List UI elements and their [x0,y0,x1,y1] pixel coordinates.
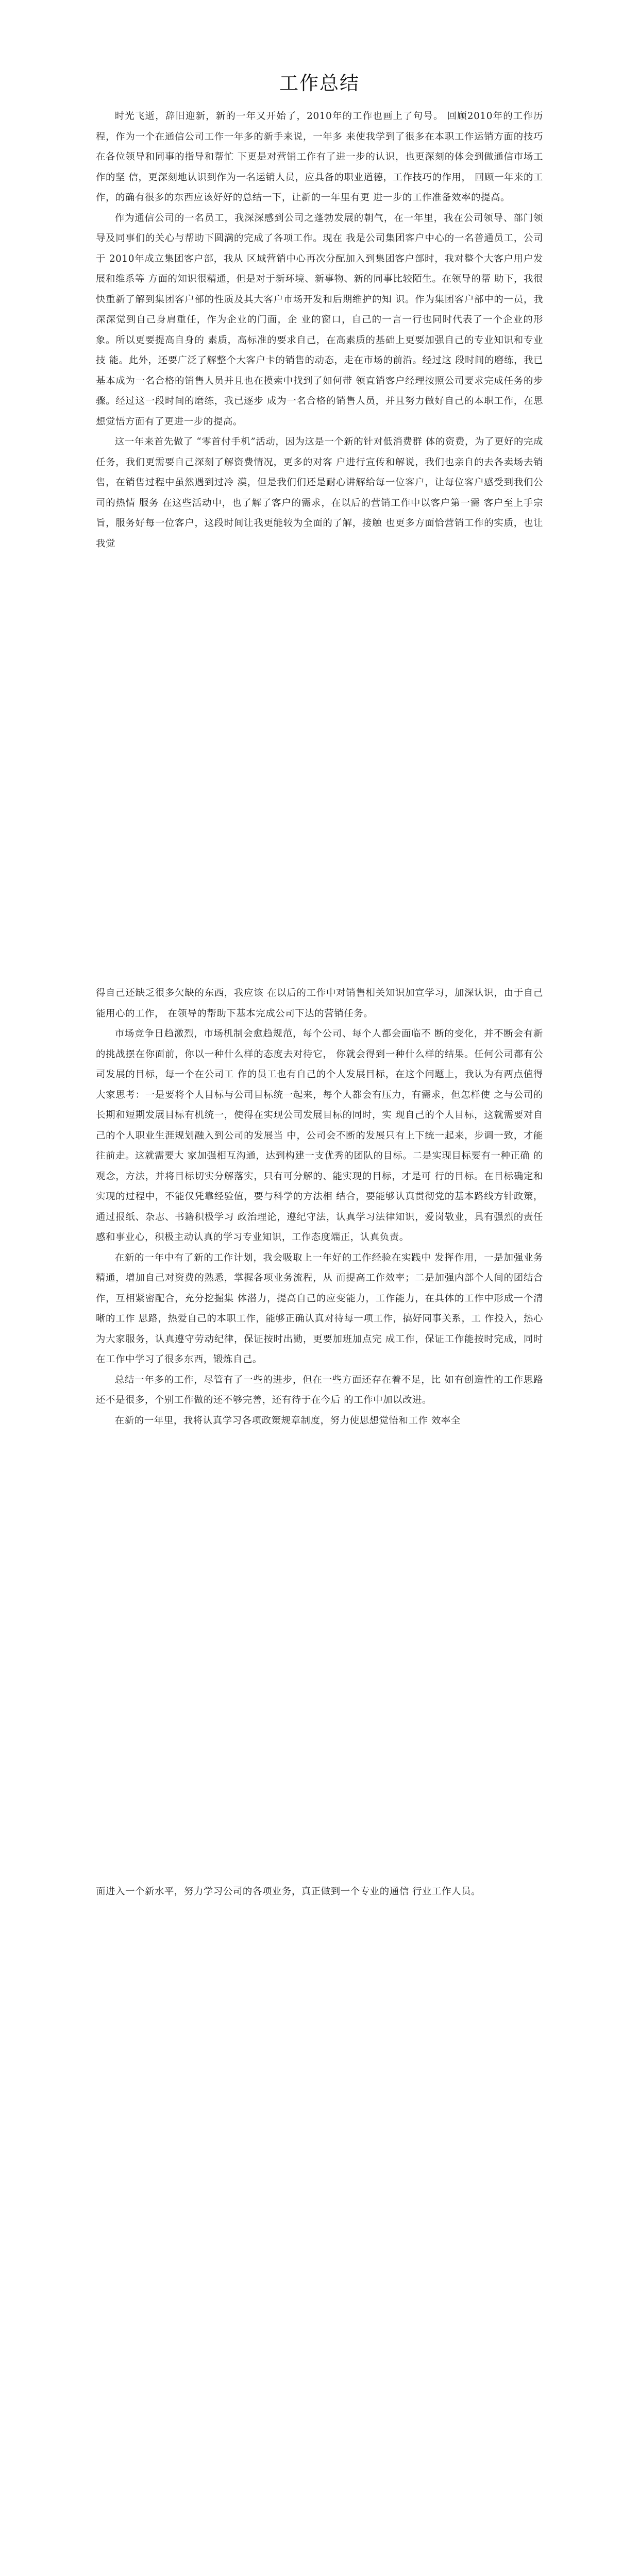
paragraph-outlook: 在新的一年里，我将认真学习各项政策规章制度，努力使思想觉悟和工作 效率全 [114,1415,461,1426]
paragraph-plan: 在新的一年中有了新的工作计划，我会吸取上一年好的工作经验在实践中 发挥作用，一是加强业务精通，增加自己对资费的熟悉，掌握各项业务流程，从 而提高工作效率；二是加强内部个人间的团结合作，互相紧密配合，充分挖掘集 体潜力，提高自己的应变能力，工作能力，在具体的工作中形成一个清晰的工作 思路，热爱自己的本职工作，能够正确认真对待每一项工作，搞好同事关系，工 作投入，热心为大家服务，认真遵守劳动纪律，保证按时出勤，更要加班加点完 成工作，保证工作能按时完成，同时在工作中学习了很多东西，锻炼自己。 [96,1252,543,1365]
paragraph-summary: 总结一年多的工作，尽管有了一些的进步，但在一些方面还存在着不足，比 如有创造性的工作思路还不是很多，个别工作做的还不够完善，还有待于在今后 的工作中加以改进。 [96,1374,543,1405]
paragraph-activity-continued: 得自己还缺乏很多欠缺的东西，我应该 在以后的工作中对销售相关知识加宣学习，加深认识，由于自己能用心的工作， 在领导的帮助下基本完成公司下达的营销任务。 [96,988,543,1019]
paragraph-competition: 市场竞争日趋激烈，市场机制会愈趋规范，每个公司、每个人都会面临不 断的变化，并不断会有新的挑战摆在你面前，你以一种什么样的态度去对待它， 你就会得到一种什么样的结果。任何公司都有公司发展的目标，每一个在公司工 作的员工也有自己的个人发展目标，在这个问题上，我认为有两点值得大家思考：一是要将个人目标与公司目标统一起来，每个人都会有压力，有需求，但怎样使 之与公司的长期和短期发展目标有机统一，使得在实现公司发展目标的同时，实 现自己的个人目标，这就需要对自己的个人职业生涯规划融入到公司的发展当 中，公司会不断的发展只有上下统一起来，步调一致，才能往前走。这就需要大 家加强相互沟通，达到构建一支优秀的团队的目标。二是实现目标要有一种正确 的观念，方法，并将目标切实分解落实，只有可分解的、能实现的目标，才是可 行的目标。在目标确定和实现的过程中，不能仅凭靠经验值，要与科学的方法相 结合，要能够认真贯彻党的基本路线方针政策，通过报纸、杂志、书籍积极学习 政治理论，遵纪守法，认真学习法律知识，爱岗敬业，具有强烈的责任感和事业心，积极主动认真的学习专业知识，工作态度端正，认真负责。 [96,1028,543,1243]
paragraph-activity: 这一年来首先做了 “零首付手机”活动，因为这是一个新的针对低消费群 体的资费，为了更好的完成任务，我们更需要自己深刻了解资费情况，更多的对客 户进行宣传和解说，我们也亲自的去各卖场去销售，在销售过程中虽然遇到过冷 漠，但是我们们还是耐心讲解给每一位客户，让每位客户感受到我们公司的热情 服务 在这些活动中，也了解了客户的需求，在以后的营销工作中以客户第一需 客户至上手宗旨，服务好每一位客户，这段时间让我更能较为全面的了解，接触 也更多方面恰营销工作的实质，也让我觉 [96,436,543,549]
text-block-page-2 [96,983,543,1431]
text-block-page-3 [96,1882,543,1902]
document-title: 工作总结 [279,72,360,94]
paragraph-role: 作为通信公司的一名员工，我深深感到公司之蓬勃发展的朝气，在一年里，我在公司领导、部门领导及同事们的关心与帮助下圆满的完成了各项工作。现在 我是公司集团客户中心的一名普通员工，公司于 2010年成立集团客户部，我从 区域营销中心再次分配加入到集团客户部时，我对整个大客户用户发展和维系等 方面的知识很精通，但是对于新环境、新事物、新的同事比较陌生。在领导的帮 助下，我很快重新了解到集团客户部的性质及其大客户市场开发和后期维护的知 识。作为集团客户部中的一员，我深深觉到自己身肩重任，作为企业的门面，企 业的窗口，自己的一言一行也同时代表了一个企业的形象。所以更要提高自身的 素质，高标准的要求自己，在高素质的基础上更要加强自己的专业知识和专业技 能。此外，还要广泛了解整个大客户卡的销售的动态，走在市场的前沿。经过这 段时间的磨练，我已基本成为一名合格的销售人员并且也在摸索中找到了如何带 领直销客户经理按照公司要求完成任务的步骤。经过这一段时间的磨练，我已逐步 成为一名合格的销售人员，并且努力做好自己的本职工作，在思想觉悟方面有了更进一步的提高。 [96,212,543,427]
paragraph-intro: 时光飞逝，辞旧迎新，新的一年又开始了，2010年的工作也画上了句号。 回顾2010年的工作历程，作为一个在通信公司工作一年多的新手来说，一年多 来使我学到了很多在本职工作运销方面的技巧在各位领导和同事的指导和帮忙 下更是对营销工作有了进一步的认识，也更深刻的体会到做通信市场工作的坚 信，更深刻地认识到作为一名运销人员，应具备的职业道德，工作技巧的作用， 回顾一年来的工作，的确有很多的东西应该好好的总结一下，让新的一年里有更 进一步的工作准备效率的提高。 [96,111,543,203]
paragraph-outlook-continued: 面进入一个新水平，努力学习公司的各项业务，真正做到一个专业的通信 行业工作人员。 [96,1886,481,1897]
text-block-page-1 [96,106,543,554]
